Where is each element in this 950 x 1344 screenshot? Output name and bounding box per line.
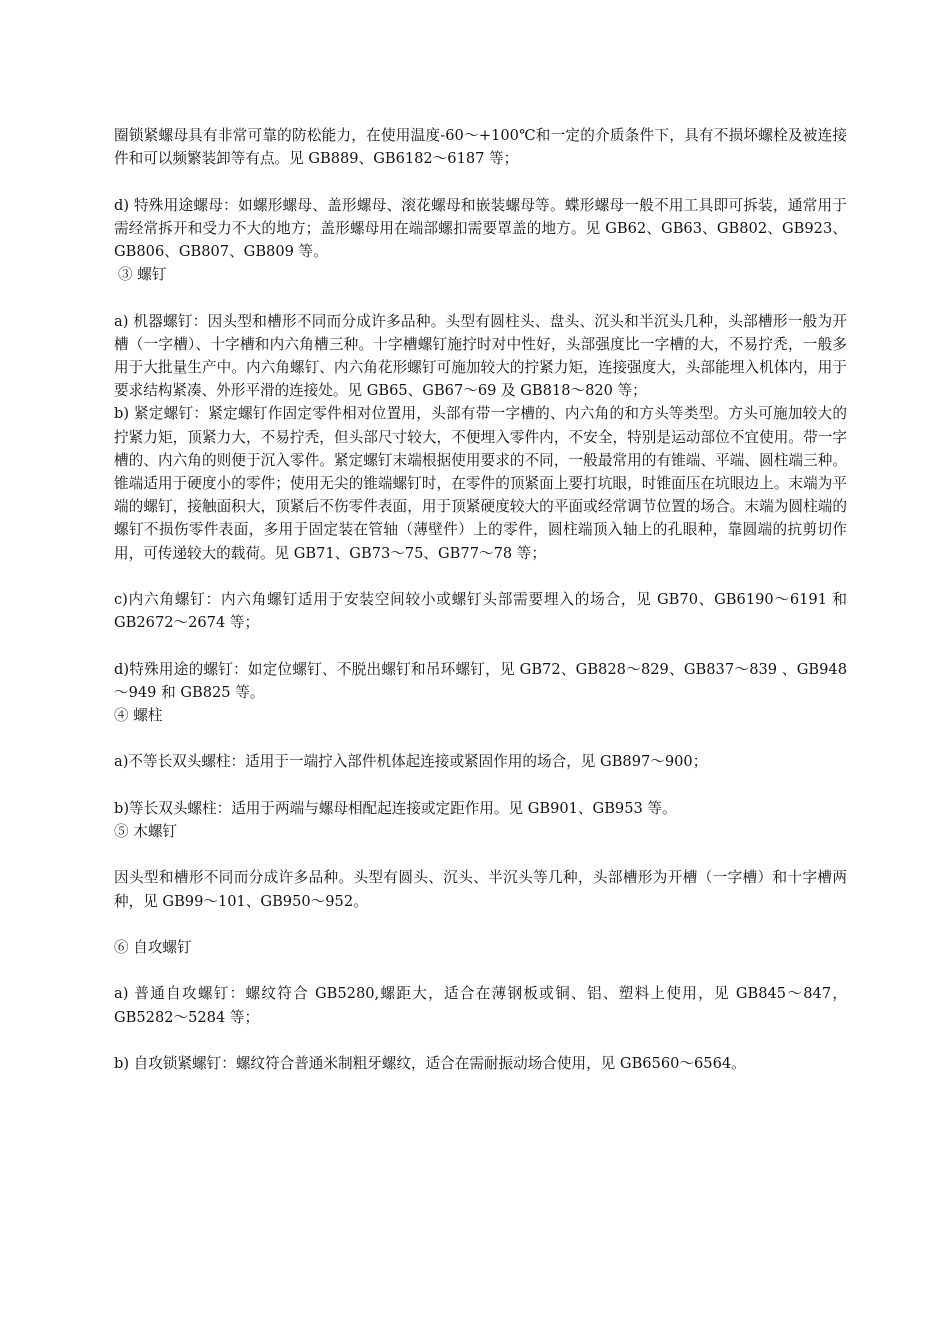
paragraph-hex-socket-screws: c)内六角螺钉：内六角螺钉适用于安装空间较小或螺钉头部需要埋入的场合，见 GB70、GB6190～6191 和 GB2672～2674 等；: [114, 591, 847, 632]
spacer: [114, 843, 847, 866]
paragraph-tapping-screws: a) 普通自攻螺钉：螺纹符合 GB5280,螺距大，适合在薄钢板或铜、铝、塑料上使用，见 GB845～847，GB5282～5284 等；: [114, 985, 847, 1026]
spacer: [114, 959, 847, 982]
paragraph-machine-screws: a) 机器螺钉：因头型和槽形不同而分成许多品种。头型有圆柱头、盘头、沉头和半沉头几种，头部槽形一般为开槽（一字槽）、十字槽和内六角槽三种。十字槽螺钉施拧时对中性好，头部强度比一字槽的大，不易拧秃，一般多用于大批量生产中。内六角螺钉、内六角花形螺钉可施加较大的拧紧力矩，连接强度大，头部能埋入机体内，用于要求结构紧凑、外形平滑的连接处。见 GB65、GB67～69 及 GB818～820 等；: [114, 312, 847, 400]
paragraph-lock-nut-cont: 圈锁紧螺母具有非常可靠的防松能力，在使用温度-60～+100℃和一定的介质条件下，具有不损坏螺栓及被连接件和可以频繁装卸等有点。见 GB889、GB6182～6187 等；: [114, 127, 847, 168]
paragraph-set-screws: b) 紧定螺钉：紧定螺钉作固定零件相对位置用，头部有带一字槽的、内六角的和方头等类型。方头可施加较大的拧紧力矩，顶紧力大，不易拧秃，但头部尺寸较大，不便埋入零件内，不安全，特别是运动部位不宜使用。带一字槽的、内六角的则便于沉入零件。紧定螺钉末端根据使用要求的不同，一般最常用的有锥端、平端、圆柱端三种。锥端适用于硬度小的零件；使用无尖的锥端螺钉时，在零件的顶紧面上要打坑眼，时锥面压在坑眼边上。末端为平端的螺钉，接触面积大，顶紧后不伤零件表面，用于顶紧硬度较大的平面或经常调节位置的场合。末端为圆柱端的螺钉不损伤零件表面，多用于固定装在管轴（薄壁件）上的零件，圆柱端顶入轴上的孔眼种，靠圆端的抗剪切作用，可传递较大的载荷。见 GB71、GB73～75、GB77～78 等；: [114, 405, 847, 562]
paragraph-equal-studs: b)等长双头螺柱：适用于两端与螺母相配起连接或定距作用。见 GB901、GB953 等。: [114, 799, 677, 817]
spacer: [114, 170, 847, 193]
spacer: [114, 286, 847, 309]
paragraph-special-nuts: d) 特殊用途螺母：如螺形螺母、盖形螺母、滚花螺母和嵌装螺母等。蝶形螺母一般不用工具即可拆装，通常用于需经常拆开和受力不大的地方；盖形螺母用在端部螺扣需要罩盖的地方。见 GB62、GB63、GB802、GB923、GB806、GB807、GB809 等。: [114, 196, 847, 260]
spacer: [114, 727, 847, 750]
spacer: [114, 1029, 847, 1052]
paragraph-self-locking-screws: b) 自攻锁紧螺钉：螺纹符合普通米制粗牙螺纹，适合在需耐振动场合使用，见 GB6560～6564。: [114, 1054, 746, 1072]
spacer: [114, 634, 847, 657]
heading-wood-screws: ⑤ 木螺钉: [114, 823, 178, 840]
paragraph-unequal-studs: a)不等长双头螺柱：适用于一端拧入部件机体起连接或紧固作用的场合，见 GB897～900；: [114, 753, 708, 771]
document-body: [114, 124, 847, 1075]
heading-tapping-screws: ⑥ 自攻螺钉: [114, 938, 192, 956]
spacer: [114, 774, 847, 797]
heading-studs: ④ 螺柱: [114, 707, 163, 725]
spacer: [114, 913, 847, 936]
paragraph-wood-screws: 因头型和槽形不同而分成许多品种。头型有圆头、沉头、半沉头等几种，头部槽形为开槽（一字槽）和十字槽两种，见 GB99～101、GB950～952。: [114, 869, 847, 910]
heading-screws: ③ 螺钉: [118, 266, 167, 284]
paragraph-special-screws: d)特殊用途的螺钉：如定位螺钉、不脱出螺钉和吊环螺钉，见 GB72、GB828～829、GB837～839 、GB948～949 和 GB825 等。: [114, 660, 847, 701]
spacer: [114, 565, 847, 588]
